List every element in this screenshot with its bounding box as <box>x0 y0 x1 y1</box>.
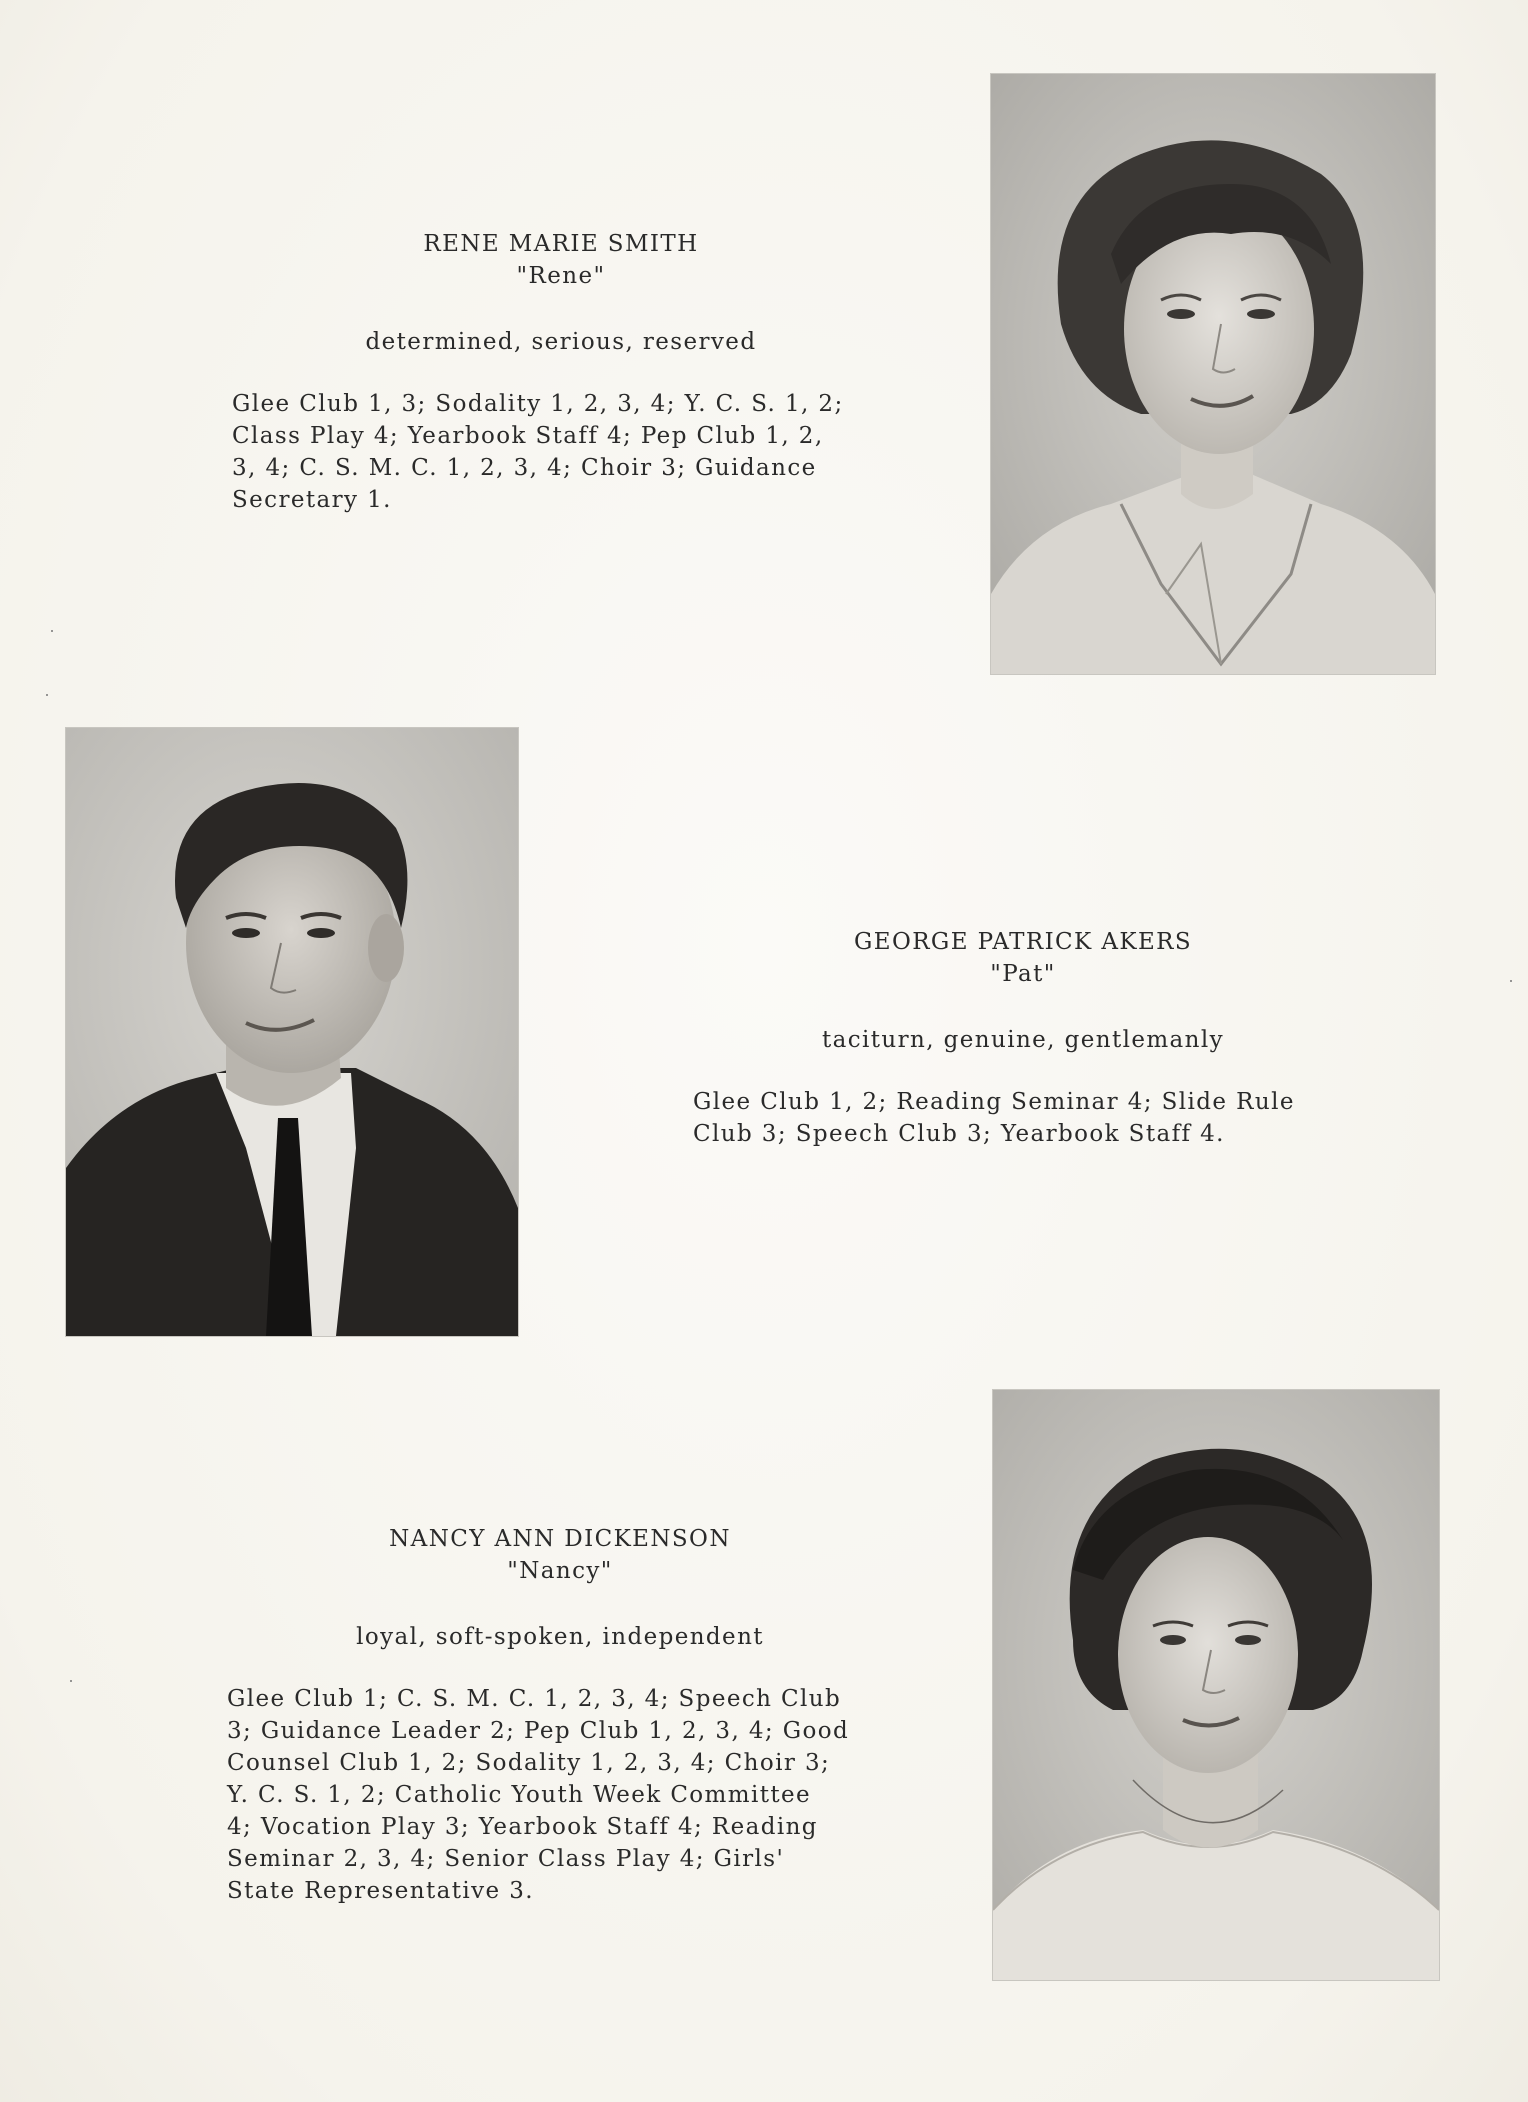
paper-speck <box>1510 980 1512 982</box>
portrait-george-akers <box>65 727 519 1337</box>
student-activities: Glee Club 1, 3; Sodality 1, 2, 3, 4; Y. C. S. 1, 2; Class Play 4; Yearbook Staff 4; Pep Club 1, 2, 3, 4; C. S. M. C. 1, 2, 3, 4; Choir 3; Guidance Secretary 1. <box>232 391 844 513</box>
student-nickname: "Nancy" <box>507 1558 613 1584</box>
entry-nancy-dickenson-text <box>227 1523 907 1907</box>
portrait-nancy-dickenson <box>992 1389 1440 1981</box>
student-nickname: "Pat" <box>990 961 1056 987</box>
student-name: GEORGE PATRICK AKERS <box>853 929 1193 955</box>
portrait-rene-smith <box>990 73 1436 675</box>
student-name: NANCY ANN DICKENSON <box>389 1526 731 1552</box>
entry-rene-smith-text <box>232 228 882 516</box>
student-traits: loyal, soft-spoken, independent <box>356 1624 764 1650</box>
paper-speck <box>46 694 48 696</box>
paper-speck <box>51 630 53 632</box>
student-name: RENE MARIE SMITH <box>423 231 699 257</box>
student-activities: Glee Club 1, 2; Reading Seminar 4; Slide Rule Club 3; Speech Club 3; Yearbook Staff 4. <box>693 1089 1295 1147</box>
student-activities: Glee Club 1; C. S. M. C. 1, 2, 3, 4; Speech Club 3; Guidance Leader 2; Pep Club 1, 2, 3, 4; Good Counsel Club 1, 2; Sodality 1, 2, 3, 4; Choir 3; Y. C. S. 1, 2; Catholic Youth Week Committee 4; Vocation Play 3; Yearbook Staff 4; Reading Seminar 2, 3, 4; Senior Class Play 4; Girls' State Representative 3. <box>227 1686 850 1904</box>
student-nickname: "Rene" <box>516 263 606 289</box>
paper-speck <box>70 1680 72 1682</box>
student-traits: determined, serious, reserved <box>365 329 757 355</box>
entry-george-akers-text <box>693 926 1353 1150</box>
student-traits: taciturn, genuine, gentlemanly <box>821 1027 1225 1053</box>
